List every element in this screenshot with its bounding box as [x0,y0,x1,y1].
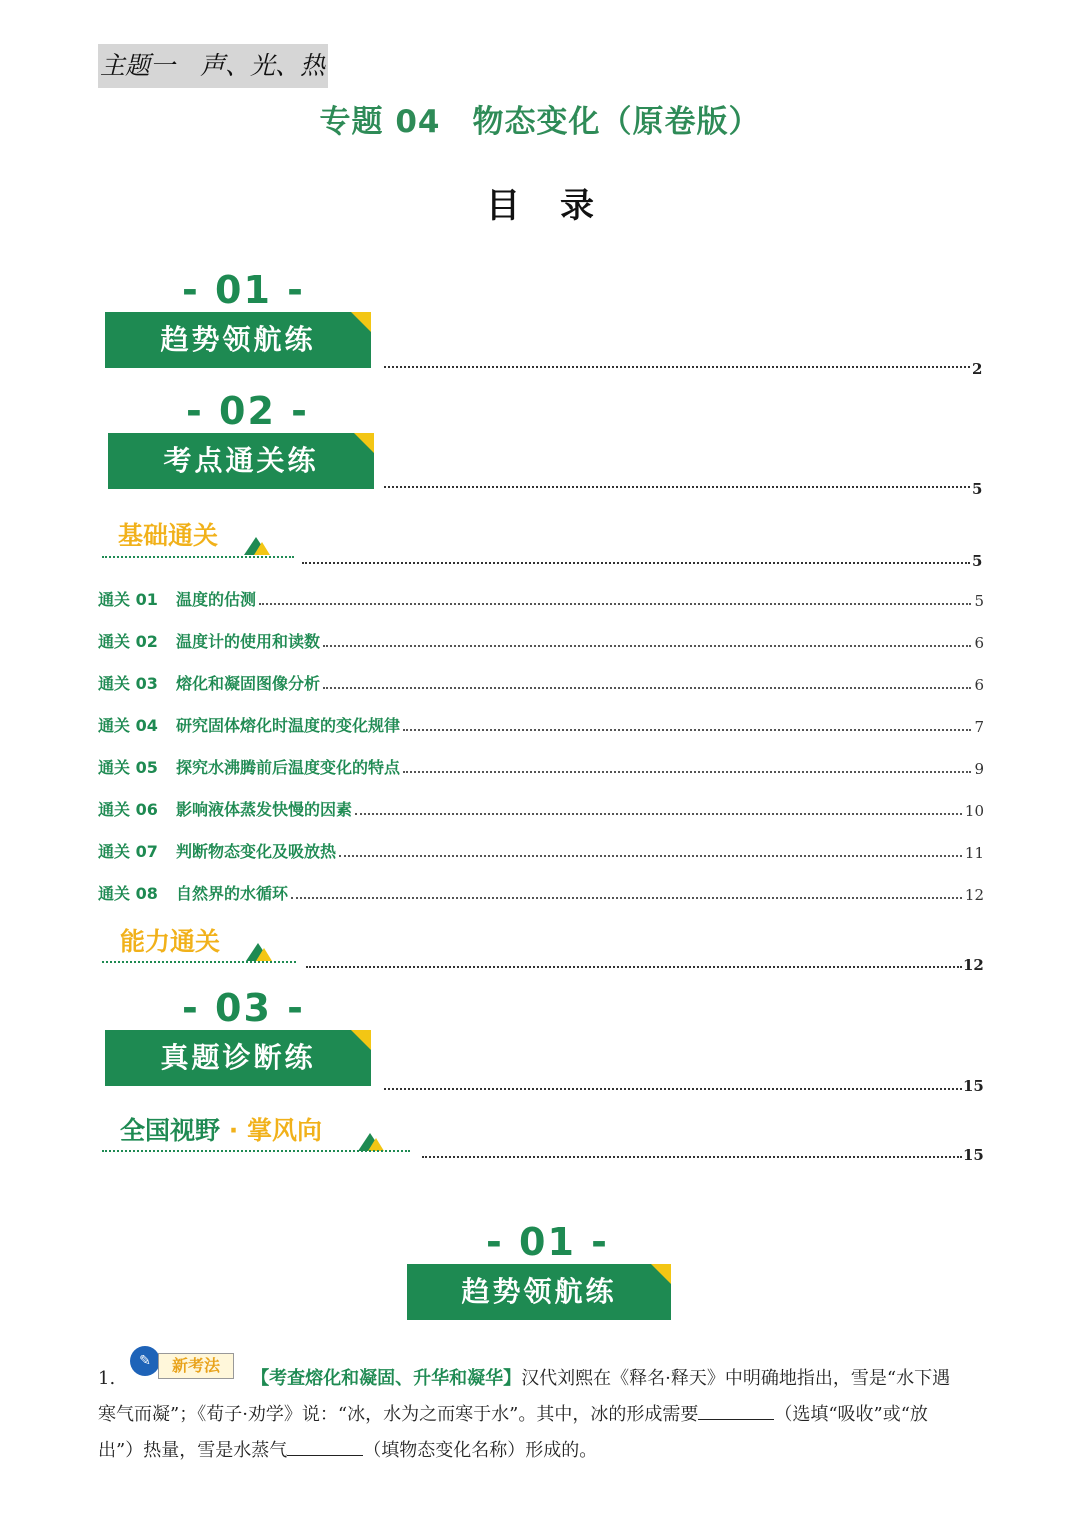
entry-page: 6 [974,634,984,652]
section-number-02: - 02 - [186,389,309,433]
entry-title: 研究固体熔化时温度的变化规律 [176,716,401,735]
entry-leader [339,855,962,857]
entry-page: 9 [974,760,984,778]
toc-page-number: 15 [963,1077,984,1095]
national-label-part-b: 掌风向 [246,1116,322,1145]
entry-title: 影响液体蒸发快慢的因素 [176,800,353,819]
topic-tab: 主题一 声、光、热 [98,44,328,88]
entry-page: 11 [964,844,984,862]
toc-entry[interactable] [98,836,984,862]
section-banner-trend[interactable] [105,312,371,368]
subsection-underline [102,1150,410,1152]
entry-page: 12 [964,886,984,904]
toc-page-number: 5 [972,480,983,498]
entry-code: 通关 02 [98,632,158,651]
toc-entry[interactable] [98,626,984,652]
entry-title: 温度的估测 [176,590,257,609]
entry-leader [259,603,971,605]
entry-page: 6 [974,676,984,694]
toc-entry[interactable] [98,794,984,820]
banner-corner-decoration [651,1264,671,1284]
banner-corner-decoration [351,312,371,332]
entry-code: 通关 04 [98,716,158,735]
banner-corner-decoration [351,1030,371,1050]
new-method-icon: ✎ [130,1346,160,1376]
toc-leader [422,1156,962,1158]
toc-page-number: 12 [963,956,984,974]
document-title: 专题 04 物态变化（原卷版） [319,104,761,140]
toc-page-number: 15 [963,1146,984,1164]
question-text: （选填“吸收”或“放 [774,1404,928,1425]
entry-code: 通关 06 [98,800,158,819]
entry-leader [291,897,962,899]
entry-leader [355,813,962,815]
entry-page: 7 [974,718,984,736]
section-title-trend: 趋势领航练 [160,323,316,356]
toc-entry[interactable] [98,668,984,694]
toc-leader [384,366,970,368]
body-section-banner [407,1264,671,1320]
banner-corner-decoration [354,433,374,453]
body-section-number-01: - 01 - [486,1220,609,1264]
question-line-2 [98,1397,982,1433]
entry-leader [403,729,971,731]
answer-blank-2[interactable] [287,1436,363,1456]
entry-title: 自然界的水循环 [176,884,289,903]
entry-code: 通关 01 [98,590,158,609]
subsection-ability-label[interactable]: 能力通关 [120,927,221,956]
entry-leader [403,771,971,773]
answer-blank-1[interactable] [698,1400,774,1420]
toc-page-number: 5 [972,552,983,570]
section-number-01: - 01 - [182,268,305,312]
question-line-3 [98,1433,982,1469]
subsection-basic-label[interactable]: 基础通关 [118,521,219,550]
mountain-peak-icon [256,948,272,961]
entry-title: 判断物态变化及吸放热 [176,842,337,861]
toc-entry[interactable] [98,752,984,778]
toc-entry[interactable] [98,878,984,904]
entry-page: 10 [964,802,984,820]
subsection-national-label[interactable] [120,1111,322,1147]
toc-page-number: 2 [972,360,983,378]
entry-leader [323,645,971,647]
body-section-title: 趋势领航练 [461,1275,617,1308]
entry-code: 通关 07 [98,842,158,861]
subsection-underline [102,961,296,963]
mountain-peak-icon [254,542,270,555]
section-banner-checkpoint[interactable] [108,433,374,489]
new-method-badge: 新考法 [158,1353,234,1379]
entry-code: 通关 03 [98,674,158,693]
entry-leader [323,687,971,689]
question-tag: 【考查熔化和凝固、升华和凝华】 [251,1368,522,1389]
section-title-checkpoint: 考点通关练 [163,444,319,477]
national-label-separator: · [228,1116,239,1145]
entry-code: 通关 08 [98,884,158,903]
toc-heading: 目录 [486,186,634,226]
entry-title: 熔化和凝固图像分析 [176,674,321,693]
toc-entry[interactable] [98,584,984,610]
section-number-03: - 03 - [182,986,305,1030]
question-text: 出”）热量，雪是水蒸气 [98,1440,288,1461]
toc-leader [384,486,970,488]
national-label-part-a: 全国视野 [120,1116,221,1145]
section-banner-exam[interactable] [105,1030,371,1086]
question-text: （填物态变化名称）形成的。 [363,1440,598,1461]
question-line-1 [98,1361,982,1397]
subsection-underline [102,556,294,558]
toc-leader [384,1088,962,1090]
question-number: 1. [98,1368,116,1389]
entry-code: 通关 05 [98,758,158,777]
entry-title: 探究水沸腾前后温度变化的特点 [176,758,401,777]
entry-title: 温度计的使用和读数 [176,632,321,651]
toc-entry[interactable] [98,710,984,736]
question-text: 汉代刘熙在《释名·释天》中明确地指出，雪是“水下遇 [521,1368,951,1389]
toc-leader [302,562,970,564]
entry-page: 5 [974,592,984,610]
toc-leader [306,966,962,968]
question-text: 寒气而凝”；《荀子·劝学》说：“冰，水为之而寒于水”。其中，冰的形成需要 [98,1404,699,1425]
section-title-exam: 真题诊断练 [160,1041,316,1074]
